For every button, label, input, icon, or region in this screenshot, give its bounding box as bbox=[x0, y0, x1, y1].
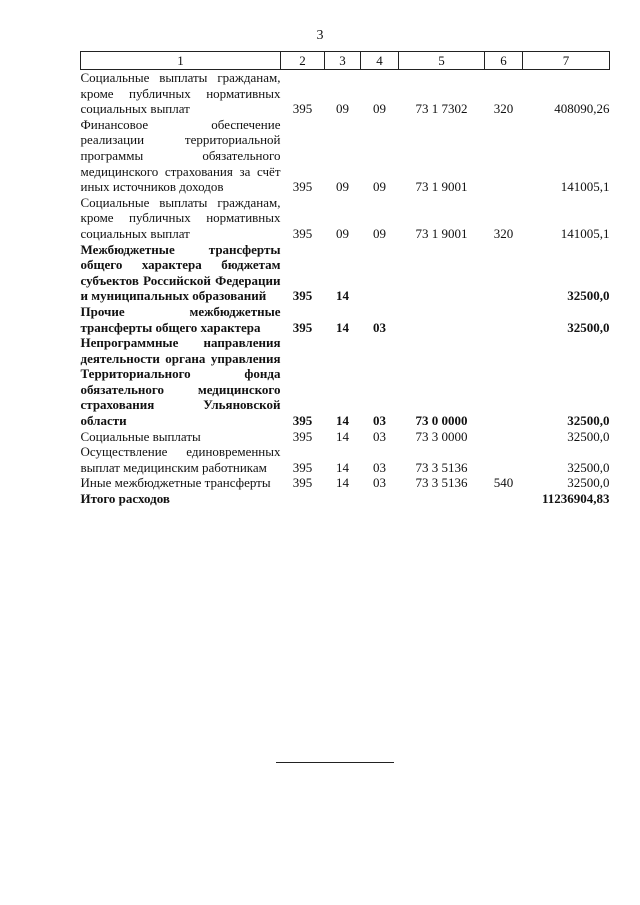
row-col-2: 395 bbox=[292, 413, 313, 429]
row-col-6 bbox=[485, 444, 523, 475]
row-col-4: 09 bbox=[373, 101, 386, 117]
row-amount: 32500,0 bbox=[567, 428, 610, 444]
row-col-5: 73 1 9001 bbox=[415, 225, 468, 241]
row-col-3: 14 bbox=[336, 428, 349, 444]
row-name: Финансовое обеспечение реализации территориальной программы обязательного медицинского страхования за счёт иных источников доходов bbox=[80, 116, 281, 195]
row-col-5: 73 3 0000 bbox=[415, 428, 468, 444]
row-col-6: 320 bbox=[493, 101, 514, 117]
table-row bbox=[81, 70, 610, 117]
row-amount: 141005,1 bbox=[560, 225, 610, 241]
row-col-2 bbox=[281, 491, 325, 507]
row-amount: 408090,26 bbox=[554, 101, 610, 117]
table-row bbox=[81, 475, 610, 491]
row-col-2: 395 bbox=[292, 428, 313, 444]
page-number: 3 bbox=[316, 28, 324, 43]
row-col-3: 09 bbox=[336, 101, 349, 117]
header-col-5: 5 bbox=[399, 52, 485, 70]
row-col-3 bbox=[325, 491, 361, 507]
row-col-6: 540 bbox=[493, 475, 514, 491]
total-row bbox=[81, 491, 610, 507]
row-col-2: 395 bbox=[292, 179, 313, 195]
footer-rule bbox=[276, 762, 394, 763]
row-col-4: 09 bbox=[373, 225, 386, 241]
row-col-3: 09 bbox=[336, 179, 349, 195]
table-row bbox=[81, 304, 610, 335]
row-col-3: 14 bbox=[336, 413, 349, 429]
row-col-5 bbox=[399, 242, 485, 304]
row-col-5 bbox=[399, 304, 485, 335]
table-row bbox=[81, 195, 610, 242]
row-col-6: 320 bbox=[493, 225, 514, 241]
row-col-6 bbox=[485, 242, 523, 304]
row-col-3: 14 bbox=[336, 475, 349, 491]
table-row bbox=[81, 444, 610, 475]
table-row bbox=[81, 117, 610, 195]
row-col-2: 395 bbox=[292, 475, 313, 491]
header-col-7: 7 bbox=[523, 52, 610, 70]
row-name: Социальные выплаты гражданам, кроме публичных нормативных социальных выплат bbox=[80, 70, 281, 117]
row-amount: 32500,0 bbox=[567, 319, 610, 335]
budget-table bbox=[80, 51, 610, 507]
row-name: Прочие межбюджетные трансферты общего характера bbox=[80, 303, 281, 335]
row-col-3: 09 bbox=[336, 225, 349, 241]
row-col-5: 73 3 5136 bbox=[415, 459, 468, 475]
row-col-2: 395 bbox=[292, 459, 313, 475]
row-amount: 32500,0 bbox=[567, 413, 610, 429]
row-col-6 bbox=[485, 335, 523, 429]
row-amount: 32500,0 bbox=[567, 475, 610, 491]
row-col-5: 73 1 9001 bbox=[415, 179, 468, 195]
row-name: Социальные выплаты bbox=[80, 428, 201, 444]
row-col-5: 73 0 0000 bbox=[415, 413, 468, 429]
table-row bbox=[81, 242, 610, 304]
row-col-4: 09 bbox=[373, 179, 386, 195]
table-header-row bbox=[81, 52, 610, 70]
row-col-4: 03 bbox=[373, 475, 386, 491]
row-col-4 bbox=[361, 491, 399, 507]
row-col-6 bbox=[485, 304, 523, 335]
row-col-4: 03 bbox=[373, 413, 386, 429]
row-name: Иные межбюджетные трансферты bbox=[80, 475, 271, 491]
row-col-2: 395 bbox=[292, 101, 313, 117]
row-col-3: 14 bbox=[336, 319, 349, 335]
total-label: Итого расходов bbox=[80, 491, 170, 507]
header-col-6: 6 bbox=[485, 52, 523, 70]
row-amount: 32500,0 bbox=[567, 288, 610, 304]
row-col-2: 395 bbox=[292, 225, 313, 241]
row-amount: 32500,0 bbox=[567, 459, 610, 475]
row-col-4 bbox=[361, 242, 399, 304]
row-amount: 141005,1 bbox=[560, 179, 610, 195]
row-col-4: 03 bbox=[373, 459, 386, 475]
row-col-4: 03 bbox=[373, 319, 386, 335]
row-name: Межбюджетные трансферты общего характера бюджетам субъектов Российской Федерации и муниципальных образований bbox=[80, 241, 281, 304]
table-row bbox=[81, 335, 610, 429]
table-row bbox=[81, 429, 610, 445]
row-col-5: 73 1 7302 bbox=[415, 101, 468, 117]
row-col-5 bbox=[399, 491, 485, 507]
header-col-3: 3 bbox=[325, 52, 361, 70]
row-col-6 bbox=[485, 491, 523, 507]
row-col-6 bbox=[485, 429, 523, 445]
row-name: Социальные выплаты гражданам, кроме публичных нормативных социальных выплат bbox=[80, 194, 281, 241]
row-col-4: 03 bbox=[373, 428, 386, 444]
header-col-2: 2 bbox=[281, 52, 325, 70]
row-col-2: 395 bbox=[292, 319, 313, 335]
total-amount: 11236904,83 bbox=[541, 491, 610, 507]
row-col-6 bbox=[485, 117, 523, 195]
row-col-2: 395 bbox=[292, 288, 313, 304]
header-col-4: 4 bbox=[361, 52, 399, 70]
row-name: Осуществление единовременных выплат медицинским работникам bbox=[80, 444, 281, 475]
row-col-3: 14 bbox=[336, 459, 349, 475]
header-col-1: 1 bbox=[81, 52, 281, 70]
row-name: Непрограммные направления деятельности органа управления Территориального фонда обязательного медицинского страхования Ульяновской области bbox=[80, 335, 281, 429]
row-col-3: 14 bbox=[336, 288, 349, 304]
row-col-5: 73 3 5136 bbox=[415, 475, 468, 491]
